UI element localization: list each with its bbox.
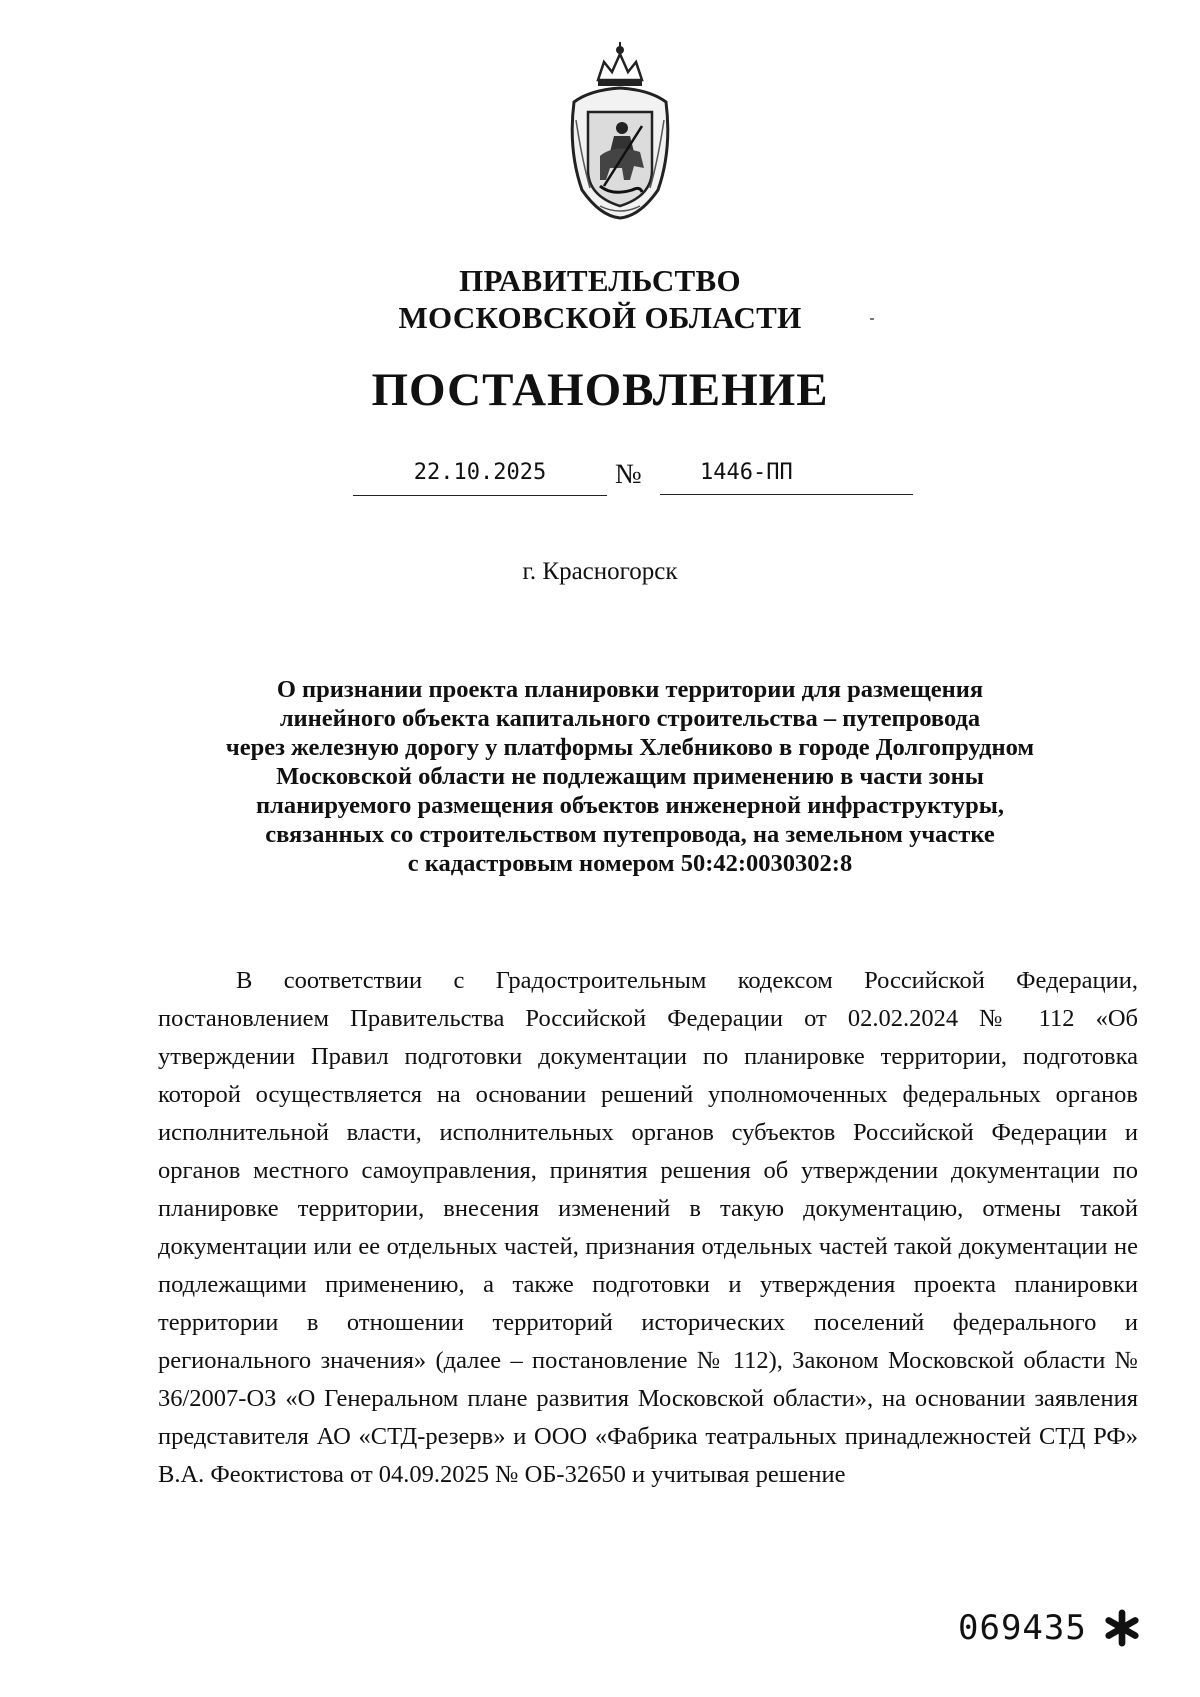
title-line: О признании проекта планировки территории для размещения	[276, 676, 984, 703]
city-name: г. Красногорск	[522, 558, 678, 585]
registration-line	[353, 455, 913, 499]
body-paragraph: В соответствии с Градостроительным кодексом Российской Федерации, постановлением Правительства Российской Федерации от 02.02.2024 № 112 «Об утверждении Правил подготовки документации по планировке территории, подготовка которой осуществляется на основании решений уполномоченных федеральных органов исполнительной власти, исполнительных органов субъектов Российской Федерации и органов местного самоуправления, принятия решения об утверждении документации по планировке территории, внесения изменений в такую документацию, отмены такой документации или ее отдельных частей, признания отдельных частей такой документации не подлежащими применению, а также подготовки и утверждения проекта планировки территории в отношении территорий исторических поселений федерального и регионального значения» (далее – постановление № 112), Законом Московской области № 36/2007-ОЗ «О Генеральном плане развития Московской области», на основании заявления представителя АО «СТД-резерв» и ООО «Фабрика театральных принадлежностей СТД РФ» В.А. Феоктистова от 04.09.2025 № ОБ-32650 и учитывая решение	[158, 967, 1138, 1488]
title-line: планируемого размещения объектов инженерной инфраструктуры,	[255, 792, 1005, 819]
title-line: связанных со строительством путепровода, на земельном участке	[265, 821, 995, 848]
document-type: ПОСТАНОВЛЕНИЕ	[371, 364, 829, 416]
serial-number: 069435	[958, 1608, 1087, 1648]
title-line: Московской области не подлежащим применению в части зоны	[276, 763, 984, 790]
document-title	[150, 675, 1110, 878]
title-line: с кадастровым номером 50:42:0030302:8	[407, 850, 853, 877]
org-name-line1: ПРАВИТЕЛЬСТВО	[459, 263, 741, 298]
document-date: 22.10.2025	[353, 455, 607, 496]
title-line: линейного объекта капитального строительства – путепровода	[279, 705, 981, 732]
org-name-line2: МОСКОВСКОЙ ОБЛАСТИ	[398, 300, 802, 335]
document-number: 1446-ПП	[660, 455, 913, 495]
title-line: через железную дорогу у платформы Хлебниково в городе Долгопрудном	[225, 734, 1035, 761]
coat-of-arms-icon	[560, 40, 680, 220]
asterisk-icon	[1103, 1609, 1141, 1647]
scan-speck	[870, 318, 874, 320]
number-sign: №	[615, 459, 642, 490]
